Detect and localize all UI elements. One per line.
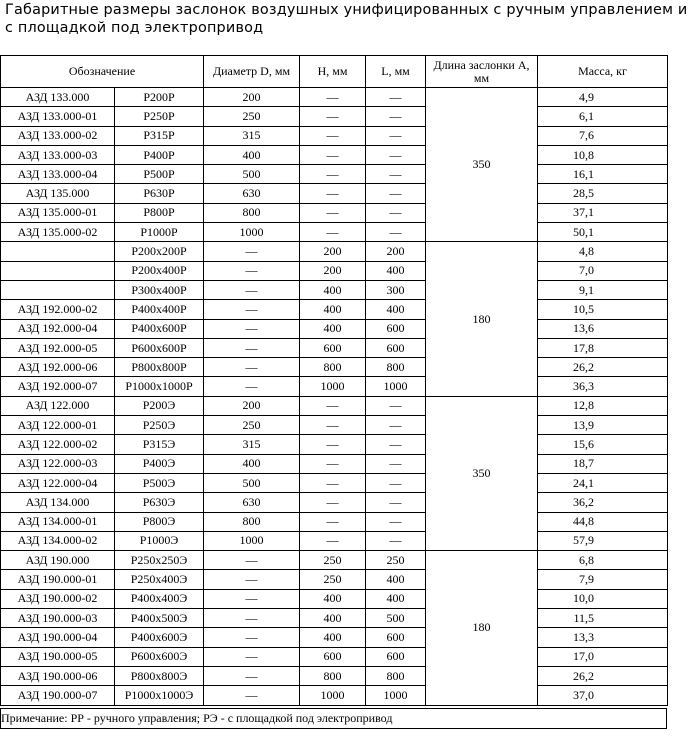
cell-mark: Р300х400Р — [115, 280, 204, 299]
cell-h: 600 — [300, 647, 366, 666]
cell-mass: 11,5 — [538, 609, 668, 628]
cell-l: 600 — [366, 628, 426, 647]
table-row — [1, 647, 668, 666]
cell-l: 500 — [366, 609, 426, 628]
cell-h: — — [300, 107, 366, 126]
cell-code: АЗД 135.000-01 — [1, 203, 115, 222]
cell-code: АЗД 192.000-07 — [1, 377, 115, 396]
table-row — [1, 203, 668, 222]
cell-diameter: — — [204, 570, 300, 589]
cell-diameter: — — [204, 280, 300, 299]
cell-l: — — [366, 493, 426, 512]
cell-code: АЗД 190.000-01 — [1, 570, 115, 589]
cell-l: 600 — [366, 319, 426, 338]
cell-mass: 6,1 — [538, 107, 668, 126]
cell-diameter: 200 — [204, 88, 300, 107]
cell-diameter: 630 — [204, 493, 300, 512]
cell-mass: 26,2 — [538, 666, 668, 685]
cell-code: АЗД 133.000 — [1, 88, 115, 107]
cell-mark: Р315Э — [115, 435, 204, 454]
cell-mark: Р250Э — [115, 416, 204, 435]
cell-mark: Р1000х1000Р — [115, 377, 204, 396]
cell-mass: 9,1 — [538, 280, 668, 299]
table-row — [1, 88, 668, 107]
cell-mark: Р250х400Э — [115, 570, 204, 589]
cell-mass: 37,0 — [538, 686, 668, 705]
cell-length-a: 350 — [426, 88, 538, 242]
cell-h: — — [300, 165, 366, 184]
footnote: Примечание: РР - ручного управления; РЭ - с площадкой под электропривод — [0, 708, 667, 729]
cell-diameter: 800 — [204, 512, 300, 531]
cell-code: АЗД 190.000-07 — [1, 686, 115, 705]
cell-h: 400 — [300, 628, 366, 647]
table-row — [1, 666, 668, 685]
cell-mark: Р200х400Р — [115, 261, 204, 280]
cell-code: АЗД 135.000 — [1, 184, 115, 203]
cell-mark: Р800х800Р — [115, 358, 204, 377]
cell-h: — — [300, 531, 366, 550]
cell-l: — — [366, 203, 426, 222]
cell-diameter: — — [204, 261, 300, 280]
cell-l: — — [366, 223, 426, 242]
cell-mass: 16,1 — [538, 165, 668, 184]
cell-length-a: 180 — [426, 242, 538, 396]
cell-h: — — [300, 473, 366, 492]
cell-h: — — [300, 126, 366, 145]
header-designation: Обозначение — [1, 56, 204, 88]
table-row — [1, 223, 668, 242]
cell-mark: Р600х600Р — [115, 338, 204, 357]
cell-mark: Р800Э — [115, 512, 204, 531]
cell-diameter: 800 — [204, 203, 300, 222]
cell-diameter: — — [204, 589, 300, 608]
cell-diameter: 315 — [204, 126, 300, 145]
cell-h: 800 — [300, 358, 366, 377]
cell-diameter: — — [204, 242, 300, 261]
cell-h: — — [300, 435, 366, 454]
cell-mass: 44,8 — [538, 512, 668, 531]
cell-code: АЗД 190.000-06 — [1, 666, 115, 685]
cell-code: АЗД 122.000-04 — [1, 473, 115, 492]
cell-diameter: — — [204, 319, 300, 338]
cell-mark: Р200Э — [115, 396, 204, 415]
cell-diameter: — — [204, 551, 300, 570]
cell-h: 400 — [300, 280, 366, 299]
cell-code: АЗД 192.000-05 — [1, 338, 115, 357]
cell-mark: Р400х600Э — [115, 628, 204, 647]
cell-l: — — [366, 396, 426, 415]
cell-l: 1000 — [366, 377, 426, 396]
cell-h: — — [300, 184, 366, 203]
cell-diameter: 500 — [204, 165, 300, 184]
table-row — [1, 261, 668, 280]
table-row — [1, 570, 668, 589]
cell-code — [1, 261, 115, 280]
cell-mass: 17,8 — [538, 338, 668, 357]
cell-h: 250 — [300, 551, 366, 570]
cell-mark: Р250Р — [115, 107, 204, 126]
cell-mass: 13,9 — [538, 416, 668, 435]
cell-mark: Р400Э — [115, 454, 204, 473]
table-row — [1, 473, 668, 492]
cell-h: 400 — [300, 319, 366, 338]
table-row — [1, 435, 668, 454]
cell-mark: Р630Р — [115, 184, 204, 203]
cell-diameter: — — [204, 609, 300, 628]
table-row — [1, 165, 668, 184]
cell-mark: Р800х800Э — [115, 666, 204, 685]
table-row — [1, 377, 668, 396]
cell-l: — — [366, 435, 426, 454]
cell-diameter: — — [204, 338, 300, 357]
cell-code: АЗД 192.000-02 — [1, 300, 115, 319]
cell-mark: Р600х600Э — [115, 647, 204, 666]
cell-h: — — [300, 493, 366, 512]
cell-l: — — [366, 512, 426, 531]
cell-code: АЗД 135.000-02 — [1, 223, 115, 242]
cell-l: 200 — [366, 242, 426, 261]
cell-mark: Р315Р — [115, 126, 204, 145]
table-header-row — [1, 56, 668, 88]
cell-h: 400 — [300, 589, 366, 608]
cell-code: АЗД 122.000-03 — [1, 454, 115, 473]
cell-code: АЗД 133.000-02 — [1, 126, 115, 145]
cell-code: АЗД 190.000-03 — [1, 609, 115, 628]
cell-diameter: 630 — [204, 184, 300, 203]
cell-mass: 36,2 — [538, 493, 668, 512]
cell-mark: Р500Р — [115, 165, 204, 184]
cell-code: АЗД 190.000-02 — [1, 589, 115, 608]
table-row — [1, 454, 668, 473]
cell-mark: Р400х500Э — [115, 609, 204, 628]
cell-h: — — [300, 454, 366, 473]
cell-mark: Р1000х1000Э — [115, 686, 204, 705]
cell-mark: Р400х400Р — [115, 300, 204, 319]
cell-mass: 7,0 — [538, 261, 668, 280]
cell-code: АЗД 134.000-02 — [1, 531, 115, 550]
cell-l: — — [366, 184, 426, 203]
cell-h: 600 — [300, 338, 366, 357]
cell-h: 1000 — [300, 377, 366, 396]
cell-h: — — [300, 203, 366, 222]
cell-mass: 37,1 — [538, 203, 668, 222]
cell-mark: Р500Э — [115, 473, 204, 492]
cell-l: 600 — [366, 338, 426, 357]
cell-code: АЗД 192.000-04 — [1, 319, 115, 338]
table-row — [1, 416, 668, 435]
cell-code — [1, 242, 115, 261]
cell-h: 400 — [300, 609, 366, 628]
cell-diameter: — — [204, 628, 300, 647]
cell-code: АЗД 133.000-03 — [1, 145, 115, 164]
cell-mass: 10,8 — [538, 145, 668, 164]
table-row — [1, 396, 668, 415]
cell-code: АЗД 134.000-01 — [1, 512, 115, 531]
page-title: Габаритные размеры заслонок воздушных унифицированных с ручным управлением и с площадкой под электропривод — [5, 2, 688, 36]
cell-diameter: 500 — [204, 473, 300, 492]
header-l: L, мм — [366, 56, 426, 88]
cell-h: — — [300, 416, 366, 435]
table-row — [1, 338, 668, 357]
table-row — [1, 589, 668, 608]
cell-length-a: 350 — [426, 396, 538, 550]
cell-mass: 6,8 — [538, 551, 668, 570]
cell-mark: Р400х600Р — [115, 319, 204, 338]
cell-l: 800 — [366, 666, 426, 685]
cell-l: 250 — [366, 551, 426, 570]
cell-mass: 26,2 — [538, 358, 668, 377]
cell-mass: 13,6 — [538, 319, 668, 338]
cell-code: АЗД 122.000-01 — [1, 416, 115, 435]
table-row — [1, 531, 668, 550]
cell-l: — — [366, 145, 426, 164]
cell-mass: 4,9 — [538, 88, 668, 107]
cell-diameter: 1000 — [204, 531, 300, 550]
cell-l: — — [366, 126, 426, 145]
cell-mass: 7,9 — [538, 570, 668, 589]
table-body — [1, 88, 668, 706]
cell-h: 200 — [300, 242, 366, 261]
cell-diameter: — — [204, 666, 300, 685]
cell-l: 400 — [366, 300, 426, 319]
table-row — [1, 107, 668, 126]
cell-code: АЗД 190.000-04 — [1, 628, 115, 647]
cell-mark: Р630Э — [115, 493, 204, 512]
cell-code: АЗД 122.000 — [1, 396, 115, 415]
cell-mass: 10,0 — [538, 589, 668, 608]
table-row — [1, 493, 668, 512]
cell-mass: 10,5 — [538, 300, 668, 319]
cell-mass: 13,3 — [538, 628, 668, 647]
cell-h: — — [300, 512, 366, 531]
cell-l: 1000 — [366, 686, 426, 705]
cell-mark: Р400Р — [115, 145, 204, 164]
cell-diameter: 250 — [204, 107, 300, 126]
cell-h: — — [300, 223, 366, 242]
cell-diameter: 400 — [204, 145, 300, 164]
cell-code — [1, 280, 115, 299]
cell-code: АЗД 133.000-04 — [1, 165, 115, 184]
cell-mass: 12,8 — [538, 396, 668, 415]
cell-h: 400 — [300, 300, 366, 319]
cell-mass: 28,5 — [538, 184, 668, 203]
cell-l: 400 — [366, 261, 426, 280]
cell-l: 800 — [366, 358, 426, 377]
cell-diameter: 1000 — [204, 223, 300, 242]
dimensions-table — [0, 55, 668, 706]
cell-mass: 57,9 — [538, 531, 668, 550]
cell-length-a: 180 — [426, 551, 538, 705]
cell-code: АЗД 192.000-06 — [1, 358, 115, 377]
cell-h: 800 — [300, 666, 366, 685]
cell-diameter: — — [204, 300, 300, 319]
cell-mark: Р1000Р — [115, 223, 204, 242]
table-row — [1, 512, 668, 531]
table-row — [1, 126, 668, 145]
cell-diameter: — — [204, 358, 300, 377]
cell-h: — — [300, 88, 366, 107]
table-row — [1, 145, 668, 164]
cell-mark: Р400х400Э — [115, 589, 204, 608]
cell-h: 250 — [300, 570, 366, 589]
table-row — [1, 300, 668, 319]
cell-l: — — [366, 473, 426, 492]
table-row — [1, 184, 668, 203]
table-row — [1, 551, 668, 570]
cell-mass: 18,7 — [538, 454, 668, 473]
cell-l: — — [366, 416, 426, 435]
header-diameter: Диаметр D, мм — [204, 56, 300, 88]
cell-mass: 24,1 — [538, 473, 668, 492]
cell-h: — — [300, 396, 366, 415]
header-mass: Масса, кг — [538, 56, 668, 88]
table-row — [1, 242, 668, 261]
cell-l: 400 — [366, 570, 426, 589]
cell-code: АЗД 190.000 — [1, 551, 115, 570]
table-row — [1, 628, 668, 647]
cell-h: 200 — [300, 261, 366, 280]
cell-l: 400 — [366, 589, 426, 608]
cell-diameter: — — [204, 647, 300, 666]
cell-code: АЗД 190.000-05 — [1, 647, 115, 666]
header-length-a: Длина заслонки А, мм — [426, 56, 538, 88]
cell-mark: Р250х250Э — [115, 551, 204, 570]
cell-mass: 4,8 — [538, 242, 668, 261]
cell-l: 600 — [366, 647, 426, 666]
cell-mass: 36,3 — [538, 377, 668, 396]
cell-mass: 7,6 — [538, 126, 668, 145]
cell-l: — — [366, 531, 426, 550]
table-row — [1, 686, 668, 705]
table-row — [1, 319, 668, 338]
cell-code: АЗД 122.000-02 — [1, 435, 115, 454]
cell-h: — — [300, 145, 366, 164]
cell-diameter: — — [204, 686, 300, 705]
cell-mark: Р200х200Р — [115, 242, 204, 261]
cell-mark: Р1000Э — [115, 531, 204, 550]
cell-mark: Р200Р — [115, 88, 204, 107]
cell-h: 1000 — [300, 686, 366, 705]
cell-l: — — [366, 107, 426, 126]
cell-diameter: 400 — [204, 454, 300, 473]
cell-diameter: 315 — [204, 435, 300, 454]
table-row — [1, 280, 668, 299]
cell-mark: Р800Р — [115, 203, 204, 222]
cell-diameter: — — [204, 377, 300, 396]
cell-l: 300 — [366, 280, 426, 299]
cell-l: — — [366, 88, 426, 107]
cell-mass: 17,0 — [538, 647, 668, 666]
cell-l: — — [366, 454, 426, 473]
cell-code: АЗД 134.000 — [1, 493, 115, 512]
header-h: H, мм — [300, 56, 366, 88]
table-row — [1, 358, 668, 377]
table-row — [1, 609, 668, 628]
cell-code: АЗД 133.000-01 — [1, 107, 115, 126]
cell-diameter: 250 — [204, 416, 300, 435]
cell-mass: 50,1 — [538, 223, 668, 242]
cell-mass: 15,6 — [538, 435, 668, 454]
cell-diameter: 200 — [204, 396, 300, 415]
cell-l: — — [366, 165, 426, 184]
